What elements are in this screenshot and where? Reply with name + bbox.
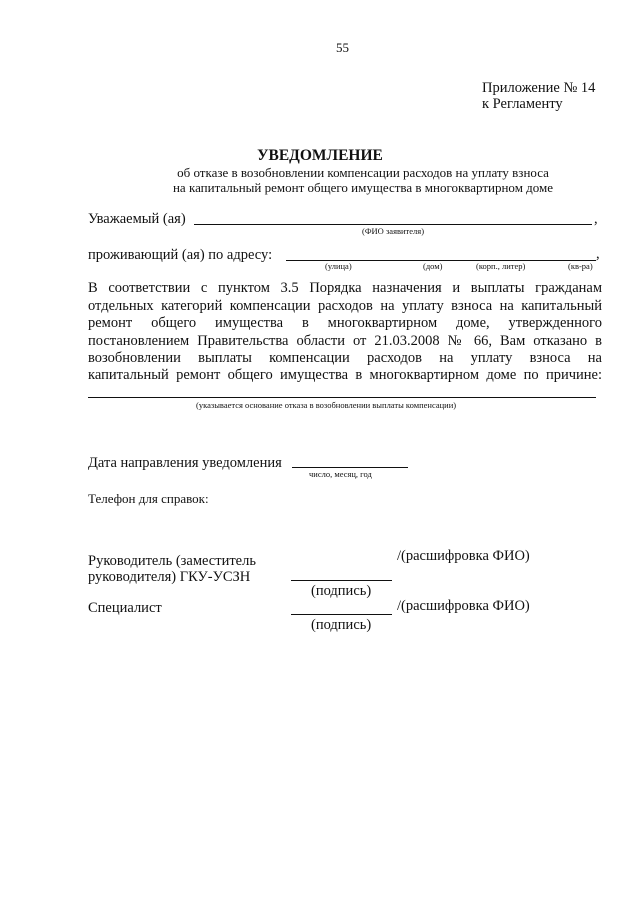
- appendix-number: Приложение № 14: [482, 80, 596, 96]
- reason-hint: (указывается основание отказа в возобновлении выплаты компенсации): [196, 400, 457, 410]
- specialist-label: Специалист: [88, 600, 162, 616]
- address-hint-street: (улица): [325, 261, 352, 271]
- reason-line: [88, 397, 596, 398]
- notice-date-line: [292, 467, 408, 468]
- head-signature-line: [291, 580, 392, 581]
- body-line-1: В соответствии с пунктом 3.5 Порядка назначения и выплаты гражданам: [88, 280, 602, 296]
- page-number: 55: [336, 40, 349, 55]
- body-line-5: возобновлении выплаты компенсации расходов на уплату взноса на: [88, 350, 602, 366]
- body-line-6: капитальный ремонт общего имущества в многоквартирном доме по причине:: [88, 367, 602, 383]
- specialist-name-decode: /(расшифровка ФИО): [397, 598, 530, 614]
- address-comma: ,: [596, 246, 600, 262]
- appendix-regulation: к Регламенту: [482, 96, 563, 112]
- head-title-line-1: Руководитель (заместитель: [88, 553, 256, 569]
- head-title-line-2: руководителя) ГКУ-УСЗН: [88, 569, 251, 585]
- head-name-decode: /(расшифровка ФИО): [397, 548, 530, 564]
- notice-date-label: Дата направления уведомления: [88, 455, 282, 471]
- head-signature-hint: (подпись): [311, 583, 372, 599]
- address-hint-apartment: (кв-ра): [568, 261, 593, 271]
- applicant-name-line: [194, 224, 592, 225]
- notice-date-hint: число, месяц, год: [309, 469, 372, 479]
- applicant-name-hint: (ФИО заявителя): [362, 226, 425, 236]
- body-line-2: отдельных категорий компенсации расходов на уплату взноса на капитальный: [88, 298, 602, 314]
- document-title: УВЕДОМЛЕНИЕ: [257, 147, 383, 164]
- subtitle-line-2: на капитальный ремонт общего имущества в многоквартирном доме: [172, 180, 554, 195]
- specialist-signature-line: [291, 614, 392, 615]
- salutation-comma: ,: [594, 211, 598, 227]
- address-hint-building: (корп., литер): [476, 261, 526, 271]
- body-line-3: ремонт общего имущества в многоквартирном доме, утвержденного: [88, 315, 602, 331]
- body-line-4: постановлением Правительства области от 21.03.2008 № 66, Вам отказано в: [88, 333, 602, 349]
- specialist-signature-hint: (подпись): [311, 617, 372, 633]
- address-label: проживающий (ая) по адресу:: [88, 247, 273, 263]
- phone-label: Телефон для справок:: [88, 491, 209, 506]
- salutation-label: Уважаемый (ая): [88, 211, 186, 227]
- address-hint-house: (дом): [423, 261, 443, 271]
- subtitle-line-1: об отказе в возобновлении компенсации расходов на уплату взноса: [177, 165, 549, 180]
